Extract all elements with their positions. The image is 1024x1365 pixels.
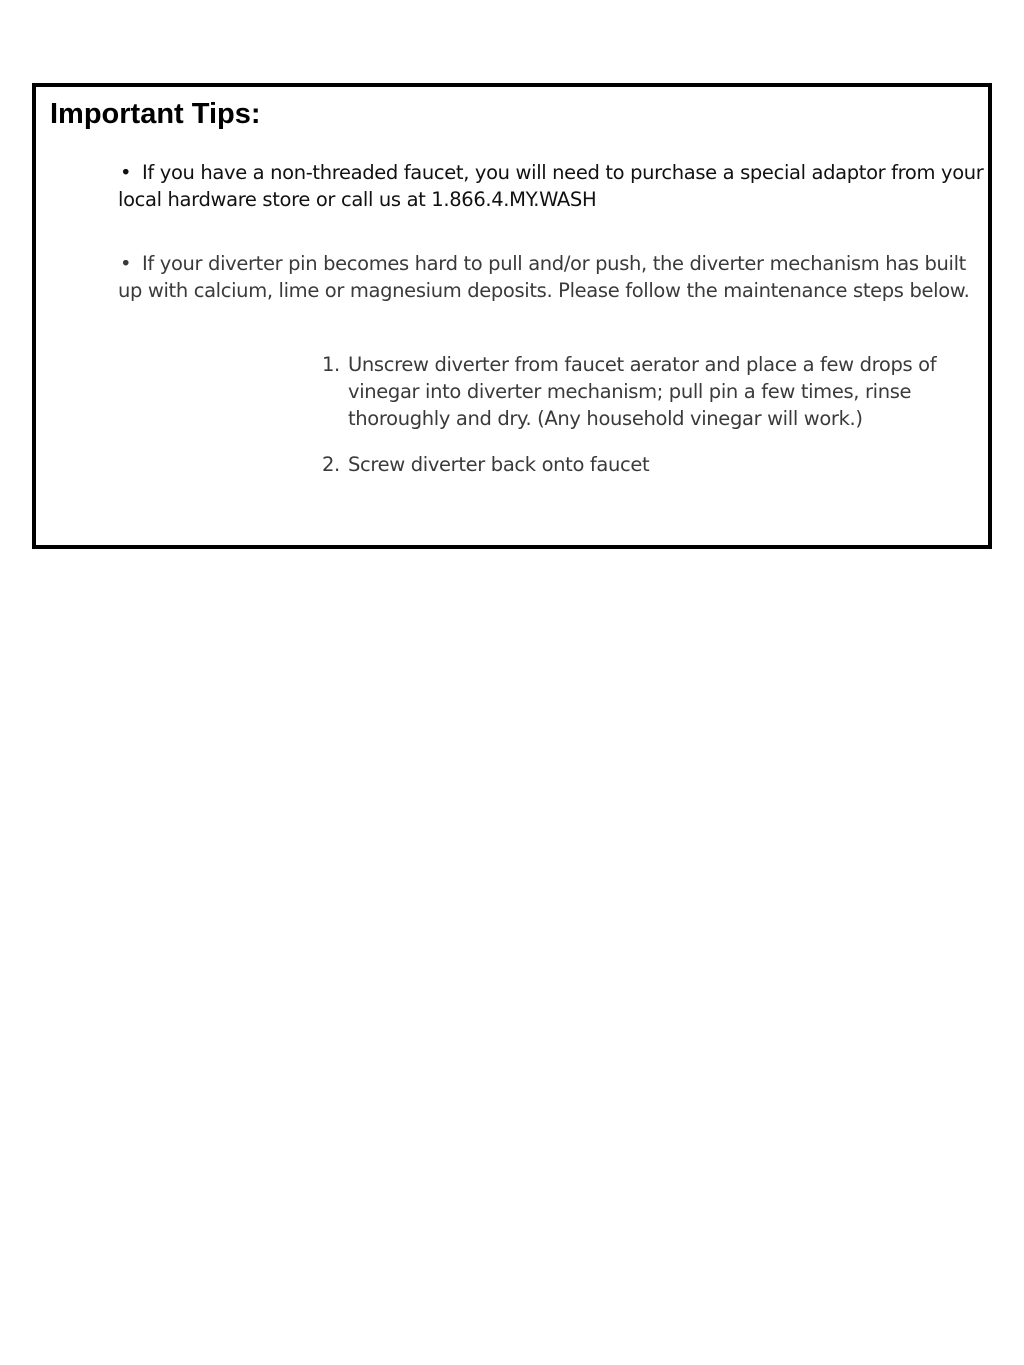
tip-item bbox=[118, 250, 988, 304]
tip-text: If your diverter pin becomes hard to pull and/or push, the diverter mechanism has built up with calcium, lime or magnesium deposits. Please follow the maintenance steps below. bbox=[118, 252, 970, 302]
bullet-icon: • bbox=[120, 161, 132, 184]
important-tips-box bbox=[32, 83, 992, 549]
tip-item bbox=[118, 159, 988, 213]
tip-text: If you have a non-threaded faucet, you will need to purchase a special adaptor from your local hardware store or call us at 1.866.4.MY.WASH bbox=[118, 161, 984, 211]
step-number: 2. bbox=[322, 453, 340, 476]
step-text: Screw diverter back onto faucet bbox=[348, 453, 650, 476]
bullet-icon: • bbox=[120, 252, 132, 275]
tips-heading: Important Tips: bbox=[50, 98, 261, 130]
list-item bbox=[322, 351, 988, 432]
list-item bbox=[322, 451, 988, 478]
step-number: 1. bbox=[322, 353, 340, 376]
step-text: Unscrew diverter from faucet aerator and place a few drops of vinegar into diverter mechanism; pull pin a few times, rinse thoroughly and dry. (Any household vinegar will work.) bbox=[348, 353, 937, 430]
maintenance-steps-list bbox=[322, 351, 988, 497]
